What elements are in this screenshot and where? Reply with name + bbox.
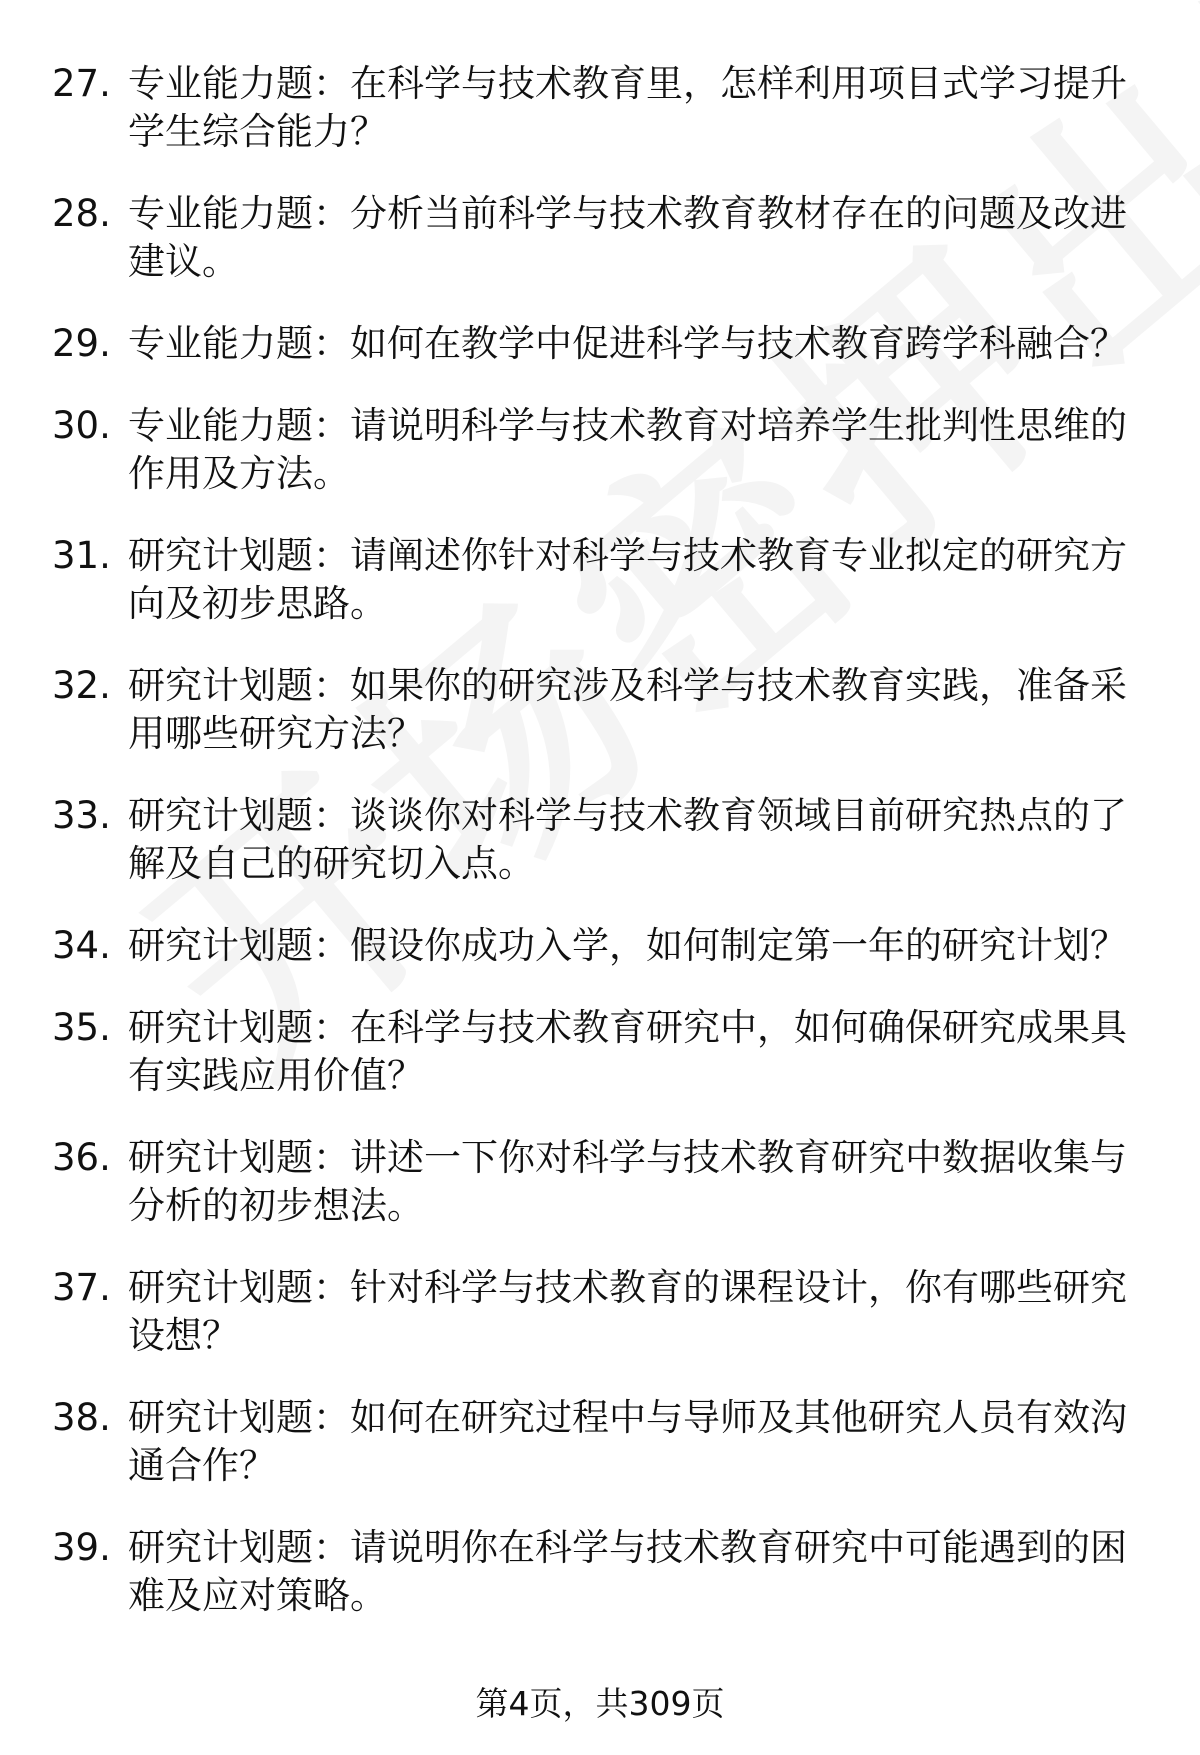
- question-list: [52, 60, 1152, 1654]
- question-text: 专业能力题：在科学与技术教育里，怎样利用项目式学习提升学生综合能力？: [128, 62, 1127, 153]
- question-text: 专业能力题：请说明科学与技术教育对培养学生批判性思维的作用及方法。: [128, 404, 1127, 495]
- question-text: 研究计划题：如果你的研究涉及科学与技术教育实践，准备采用哪些研究方法？: [128, 664, 1127, 755]
- question-item-37: [52, 1264, 1152, 1360]
- question-number: 39.: [52, 1526, 111, 1569]
- question-number: 37.: [52, 1266, 111, 1309]
- question-text: 研究计划题：谈谈你对科学与技术教育领域目前研究热点的了解及自己的研究切入点。: [128, 794, 1127, 885]
- question-number: 38.: [52, 1396, 111, 1439]
- question-item-28: [52, 190, 1152, 286]
- question-item-32: [52, 662, 1152, 758]
- question-item-35: [52, 1004, 1152, 1100]
- question-text: 研究计划题：讲述一下你对科学与技术教育研究中数据收集与分析的初步想法。: [128, 1136, 1127, 1227]
- question-text: 研究计划题：假设你成功入学，如何制定第一年的研究计划？: [128, 924, 1127, 967]
- question-text: 研究计划题：如何在研究过程中与导师及其他研究人员有效沟通合作？: [128, 1396, 1127, 1487]
- question-item-29: [52, 320, 1152, 368]
- question-number: 33.: [52, 794, 111, 837]
- question-number: 32.: [52, 664, 111, 707]
- question-text: 研究计划题：在科学与技术教育研究中，如何确保研究成果具有实践应用价值？: [128, 1006, 1127, 1097]
- page-footer: 第4页，共309页: [475, 1684, 725, 1723]
- question-item-34: [52, 922, 1152, 970]
- question-text: 研究计划题：针对科学与技术教育的课程设计，你有哪些研究设想？: [128, 1266, 1127, 1357]
- question-item-38: [52, 1394, 1152, 1490]
- question-item-30: [52, 402, 1152, 498]
- question-item-36: [52, 1134, 1152, 1230]
- question-item-33: [52, 792, 1152, 888]
- question-item-39: [52, 1524, 1152, 1620]
- question-item-27: [52, 60, 1152, 156]
- question-text: 研究计划题：请阐述你针对科学与技术教育专业拟定的研究方向及初步思路。: [128, 534, 1127, 625]
- question-number: 30.: [52, 404, 111, 447]
- question-number: 34.: [52, 924, 111, 967]
- question-number: 36.: [52, 1136, 111, 1179]
- question-text: 专业能力题：分析当前科学与技术教育教材存在的问题及改进建议。: [128, 192, 1127, 283]
- question-text: 专业能力题：如何在教学中促进科学与技术教育跨学科融合？: [128, 322, 1127, 365]
- question-number: 28.: [52, 192, 111, 235]
- question-text: 研究计划题：请说明你在科学与技术教育研究中可能遇到的困难及应对策略。: [128, 1526, 1127, 1617]
- question-number: 31.: [52, 534, 111, 577]
- question-number: 35.: [52, 1006, 111, 1049]
- question-item-31: [52, 532, 1152, 628]
- question-number: 29.: [52, 322, 111, 365]
- question-number: 27.: [52, 62, 111, 105]
